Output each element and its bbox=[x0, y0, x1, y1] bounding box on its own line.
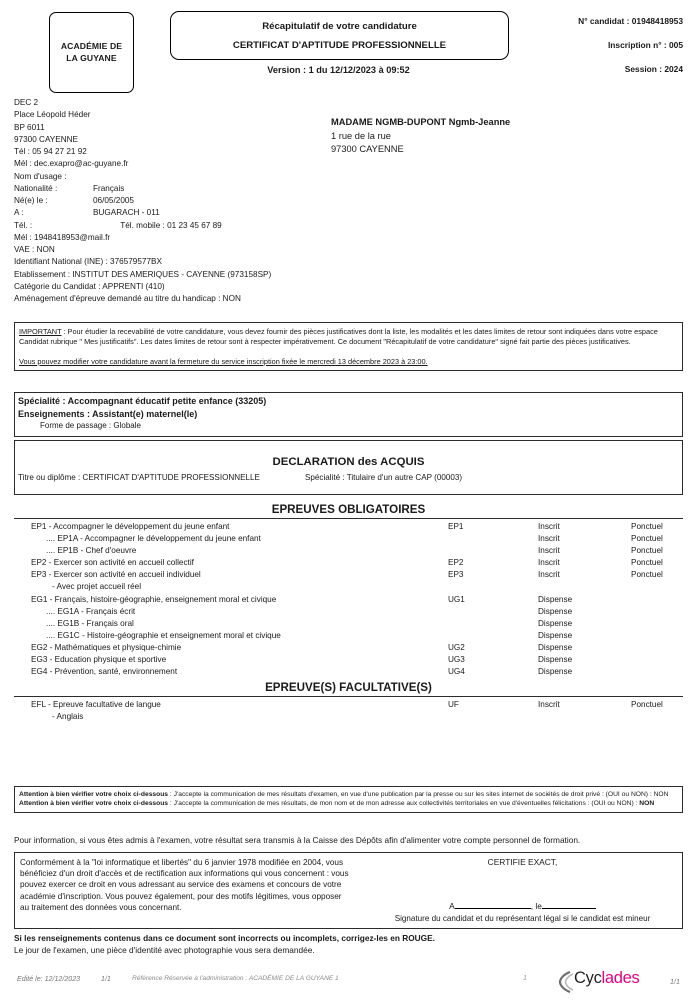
important-body: : Pour étudier la recevabilité de votre candidature, vous devez fournir des pièces justificatives dont la liste, les modalités et les dates limites de retour sont indiquées dans votre espace Candidat rubrique " Mes justificatifs". Les dates limites de retour sont à respecter impérativement. Ce document "Récapitulatif de votre candidature" signé fait partie des pièces justificatives. bbox=[19, 327, 658, 347]
legal-signature-box bbox=[14, 852, 683, 929]
signature-area bbox=[365, 857, 680, 923]
exam-status: Dispense bbox=[538, 606, 573, 616]
footer-page-left: 1/1 bbox=[101, 975, 111, 983]
optional-exams-title: EPREUVE(S) FACULTATIVE(S) bbox=[265, 681, 432, 694]
mandatory-exams-rule bbox=[14, 518, 683, 519]
caisse-des-depots-info: Pour information, si vous êtes admis à l'examen, votre résultat sera transmis à la Caisse des Dépôts afin d'alimenter votre compte personnel de formation. bbox=[14, 835, 581, 845]
identity-document-note: Le jour de l'examen, une pièce d'identité avec photographie vous sera demandée. bbox=[14, 945, 315, 955]
usage-name-row: Nom d'usage : bbox=[14, 171, 67, 181]
exam-row bbox=[14, 533, 683, 545]
exam-code: EP3 bbox=[448, 570, 464, 580]
mandatory-exams-title: EPREUVES OBLIGATOIRES bbox=[271, 503, 426, 516]
mobile-phone-value: Tél. mobile : 01 23 45 67 89 bbox=[120, 220, 222, 230]
exam-status: Inscrit bbox=[538, 700, 560, 709]
exam-code: UG2 bbox=[448, 642, 465, 652]
mandatory-exams-table bbox=[14, 521, 683, 678]
cyclades-arc-icon bbox=[557, 971, 574, 993]
cyclades-wordmark bbox=[574, 969, 639, 988]
sender-city: 97300 CAYENNE bbox=[14, 134, 79, 144]
declaration-diploma: Titre ou diplôme : CERTIFICAT D'APTITUDE PROFESSIONNELLE bbox=[18, 473, 260, 482]
exam-status: Inscrit bbox=[538, 546, 560, 556]
session-year: Session : 2024 bbox=[624, 64, 683, 74]
inscription-number: Inscription n° : 005 bbox=[607, 40, 683, 50]
exam-row bbox=[14, 666, 683, 678]
birthplace-value: BUGARACH - 011 bbox=[93, 208, 160, 218]
handicap-accommodation: Aménagement d'épreuve demandé au titre du handicap : NON bbox=[14, 294, 241, 303]
academy-line-2: LA GUYANE bbox=[66, 52, 117, 63]
exam-status: Dispense bbox=[538, 630, 573, 640]
exam-code: UF bbox=[448, 700, 459, 709]
signature-date-label: , le bbox=[530, 901, 542, 911]
version-line: Version : 1 du 12/12/2023 à 09:52 bbox=[267, 65, 410, 75]
exam-label: EG4 - Prévention, santé, environnement bbox=[31, 667, 178, 677]
birthdate-label: Né(e) le : bbox=[14, 196, 48, 205]
exam-code: EP2 bbox=[448, 558, 464, 568]
signature-date-field[interactable] bbox=[542, 908, 596, 909]
birthplace-row bbox=[14, 207, 354, 219]
exam-status: Inscrit bbox=[538, 570, 560, 580]
declaration-title: DECLARATION des ACQUIS bbox=[272, 456, 425, 468]
exam-label: EP2 - Exercer son activité en accueil collectif bbox=[31, 558, 194, 568]
exam-status: Dispense bbox=[538, 618, 573, 628]
cyclades-logo bbox=[557, 968, 667, 996]
speciality-box bbox=[14, 392, 683, 437]
candidate-email: Mél : 1948418953@mail.fr bbox=[14, 232, 111, 242]
exam-row bbox=[14, 557, 683, 569]
exam-label: EG1 - Français, histoire-géographie, enseignement moral et civique bbox=[31, 594, 277, 604]
certify-label: CERTIFIE EXACT, bbox=[487, 857, 558, 867]
establishment: Etablissement : INSTITUT DES AMERIQUES - CAYENNE (973158SP) bbox=[14, 269, 272, 279]
document-title-box bbox=[170, 11, 509, 60]
exam-label: EP3 - Exercer son activité en accueil individuel bbox=[31, 570, 201, 580]
declaration-acquis-box bbox=[14, 440, 683, 495]
exam-status: Inscrit bbox=[538, 534, 560, 544]
modification-deadline: Vous pouvez modifier votre candidature avant la fermeture du service inscription fixée le mercredi 13 décembre 2023 à 23:00. bbox=[19, 356, 428, 366]
exam-row bbox=[14, 594, 683, 606]
exam-label: .... EP1B - Chef d'oeuvre bbox=[46, 546, 137, 556]
consent-press-text: : J'accepte la communication de mes résultats d'examen, en vue d'une publication par la presse ou sur les sites internet de sociétés de droit privé : (OUI ou NON) : NON bbox=[168, 791, 669, 798]
consent-press-paragraph bbox=[19, 790, 678, 799]
document-header bbox=[0, 0, 697, 100]
correction-note: Si les renseignements contenus dans ce document sont incorrects ou incomplets, corrigez-les en ROUGE. bbox=[14, 933, 435, 943]
sender-email: Mél : dec.exapro@ac-guyane.fr bbox=[14, 159, 129, 169]
exam-row bbox=[14, 569, 683, 581]
important-notice-box bbox=[14, 322, 683, 371]
footer-mid-mark: 1 bbox=[523, 975, 527, 982]
signature-line bbox=[365, 901, 680, 911]
exam-row bbox=[14, 642, 683, 654]
phone-row bbox=[14, 220, 354, 232]
ine-number: Identifiant National (INE) : 376579577BX bbox=[14, 257, 162, 267]
exam-status: Inscrit bbox=[538, 558, 560, 568]
declaration-row bbox=[15, 473, 682, 495]
passage-form: Forme de passage : Globale bbox=[40, 421, 141, 430]
birthplace-label: A : bbox=[14, 208, 24, 218]
diploma-title: CERTIFICAT D'APTITUDE PROFESSIONNELLE bbox=[232, 39, 447, 51]
exam-status: Dispense bbox=[538, 655, 573, 665]
signature-caption: Signature du candidat et du représentant légal si le candidat est mineur bbox=[394, 914, 651, 923]
exam-code: UG3 bbox=[448, 655, 465, 665]
consent-collectivities-text: : J'accepte la communication de mes résultats, de mon nom et de mon adresse aux collectivités territoriales en vue d'éventuelles félicitations : (OUI ou NON) : bbox=[168, 800, 640, 808]
exam-row bbox=[14, 630, 683, 642]
exam-mode: Ponctuel bbox=[631, 558, 663, 568]
cyclades-word-part1: Cyc bbox=[574, 969, 602, 987]
academy-logo-box bbox=[49, 12, 134, 93]
footer-page-right: 1/1 bbox=[670, 977, 680, 986]
academy-line-1: ACADÉMIE DE bbox=[60, 41, 123, 51]
exam-label: EG2 - Mathématiques et physique-chimie bbox=[31, 642, 182, 652]
exam-code: EP1 bbox=[448, 522, 464, 531]
candidate-street: 1 rue de la rue bbox=[331, 130, 391, 141]
candidate-category: Catégorie du Candidat : APPRENTI (410) bbox=[14, 281, 165, 291]
exam-row bbox=[14, 699, 683, 711]
exam-row bbox=[14, 581, 683, 593]
sender-phone: Tél : 05 94 27 21 92 bbox=[14, 147, 87, 156]
sender-pobox: BP 6011 bbox=[14, 122, 45, 132]
candidate-name: MADAME NGMB-DUPONT Ngmb-Jeanne bbox=[331, 117, 511, 127]
declaration-speciality: Spécialité : Titulaire d'un autre CAP (00003) bbox=[305, 473, 463, 482]
speciality-line: Spécialité : Accompagnant éducatif petite enfance (33205) bbox=[18, 396, 267, 406]
exam-status: Inscrit bbox=[538, 522, 560, 531]
exam-row bbox=[14, 711, 683, 723]
exam-label: .... EG1C - Histoire-géographie et enseignement moral et civique bbox=[46, 630, 281, 640]
consent-collectivities-answer: NON bbox=[639, 800, 655, 808]
vae-status: VAE : NON bbox=[14, 245, 55, 254]
exam-mode: Ponctuel bbox=[631, 522, 663, 531]
exam-label: EP1 - Accompagner le développement du jeune enfant bbox=[31, 522, 230, 531]
exam-label: .... EG1A - Français écrit bbox=[46, 606, 136, 616]
birthdate-value: 06/05/2005 bbox=[93, 196, 134, 205]
exam-status: Dispense bbox=[538, 667, 573, 677]
exam-row bbox=[14, 618, 683, 630]
exam-row bbox=[14, 521, 683, 533]
admin-reference: Référence Réservée à l'administration : ACADÉMIE DE LA GUYANE 1 bbox=[132, 975, 339, 982]
exam-label: - Anglais bbox=[52, 712, 84, 722]
consent-collectivities-label: Attention à bien vérifier votre choix ci-dessous bbox=[19, 800, 169, 808]
sender-street: Place Léopold Héder bbox=[14, 110, 91, 120]
important-label: IMPORTANT bbox=[19, 327, 62, 336]
exam-label: .... EG1B - Français oral bbox=[46, 618, 134, 628]
exam-code: UG1 bbox=[448, 594, 465, 604]
attention-consent-box bbox=[14, 786, 683, 813]
cyclades-word-part2: lades bbox=[601, 969, 640, 987]
exam-status: Dispense bbox=[538, 594, 573, 604]
signature-place-label: A bbox=[449, 901, 455, 911]
exam-mode: Ponctuel bbox=[631, 546, 663, 556]
teachings-line: Enseignements : Assistant(e) maternel(le) bbox=[18, 408, 198, 419]
exam-row bbox=[14, 606, 683, 618]
signature-place-field[interactable] bbox=[455, 908, 531, 909]
nationality-row bbox=[14, 183, 354, 195]
candidate-address-block bbox=[331, 116, 510, 157]
birthdate-row bbox=[14, 195, 354, 207]
header-identifiers bbox=[483, 16, 683, 74]
nationality-value: Français bbox=[93, 183, 125, 193]
exam-label: EFL - Epreuve facultative de langue bbox=[31, 700, 161, 709]
document-footer bbox=[0, 969, 697, 1000]
exam-label: .... EP1A - Accompagner le développement du jeune enfant bbox=[46, 534, 261, 544]
edited-date: Edité le: 12/12/2023 bbox=[17, 975, 81, 983]
exam-mode: Ponctuel bbox=[631, 570, 663, 580]
optional-exams-rule bbox=[14, 696, 683, 697]
optional-exams-table bbox=[14, 699, 683, 723]
exam-mode: Ponctuel bbox=[631, 534, 663, 544]
nationality-label: Nationalité : bbox=[14, 183, 58, 193]
exam-mode: Ponctuel bbox=[631, 700, 663, 709]
candidate-city: 97300 CAYENNE bbox=[331, 144, 404, 155]
page-title: Récapitulatif de votre candidature bbox=[262, 20, 417, 32]
sender-service: DEC 2 bbox=[14, 98, 39, 107]
legal-text: Conformément à la "loi informatique et libertés" du 6 janvier 1978 modifiée en 2004, vous bénéficiez d'un droit d'accès et de rectification aux informations qui vous concernent : vous pouvez exercer ce droit en vous adressant au service des examens et concours de votre académie d'inscription. Vous pouvez également, pour des motifs légitimes, vous opposer au traitement des données vous concernant. bbox=[20, 858, 349, 912]
important-paragraph bbox=[19, 327, 678, 348]
exam-label: - Avec projet accueil réel bbox=[52, 582, 142, 592]
candidate-number: N° candidat : 01948418953 bbox=[578, 16, 683, 26]
consent-collectivities-paragraph bbox=[19, 799, 678, 808]
consent-press-label: Attention à bien vérifier votre choix ci-dessous bbox=[19, 791, 169, 798]
exam-code: UG4 bbox=[448, 667, 465, 677]
sender-and-identity-block bbox=[14, 97, 354, 305]
exam-row bbox=[14, 545, 683, 557]
phone-label: Tél. : bbox=[14, 220, 33, 230]
exam-row bbox=[14, 654, 683, 666]
exam-label: EG3 - Education physique et sportive bbox=[31, 655, 167, 665]
exam-status: Dispense bbox=[538, 642, 573, 652]
